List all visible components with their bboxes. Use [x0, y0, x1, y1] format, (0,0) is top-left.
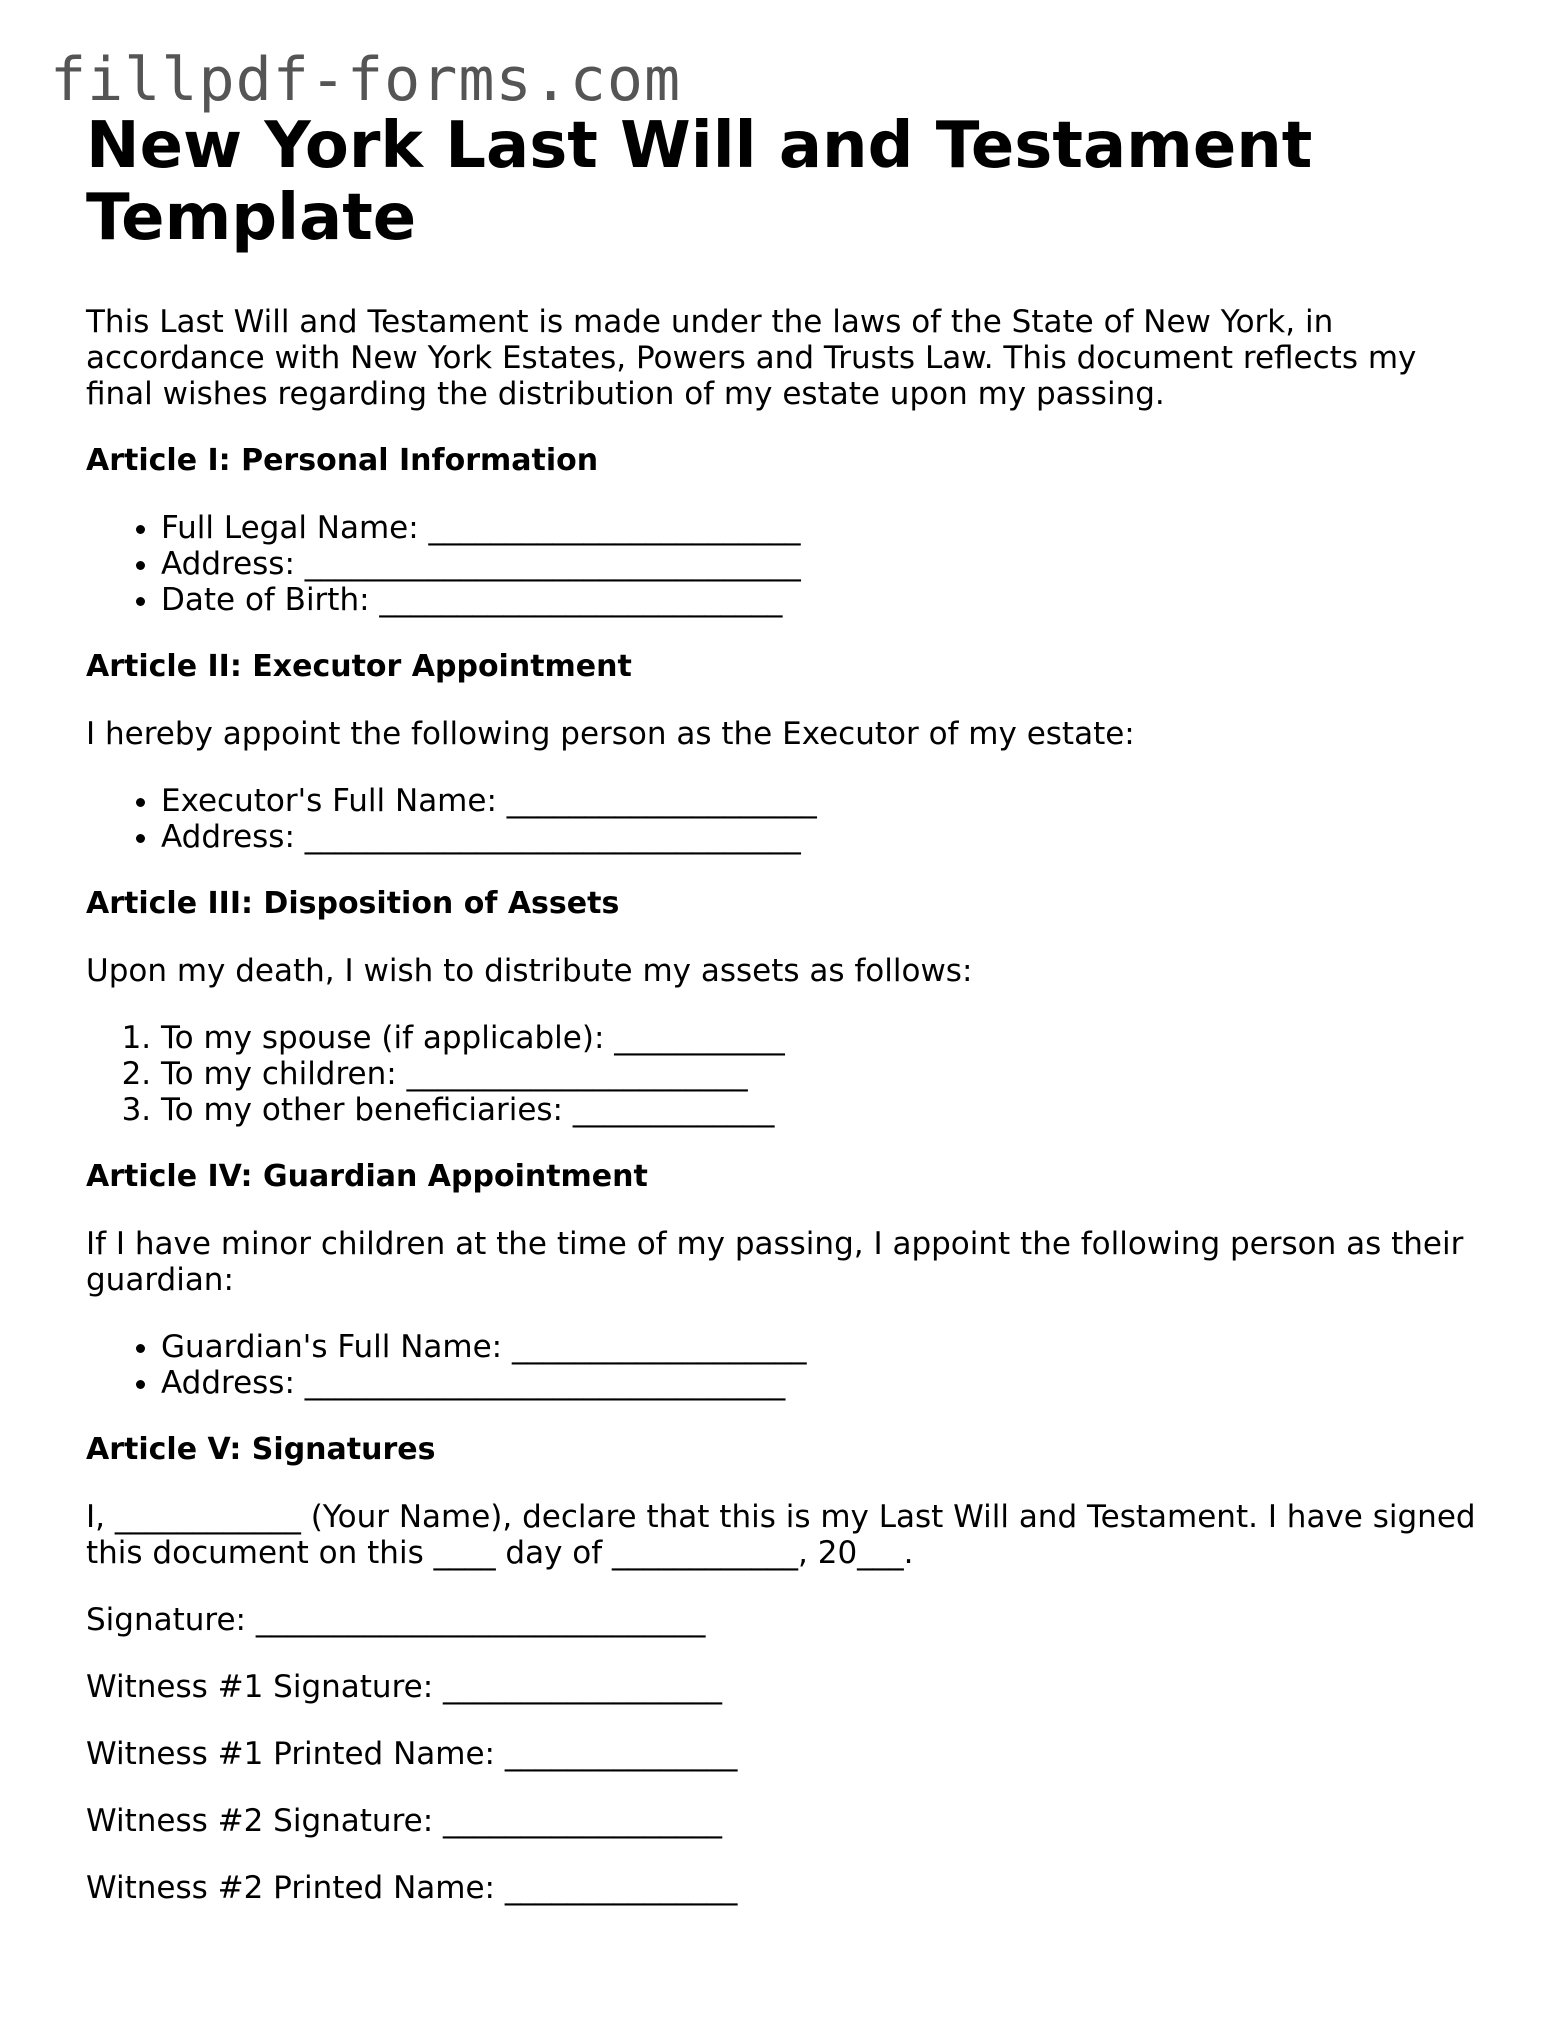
witness-2-name-line: Witness #2 Printed Name: _______________ — [86, 1870, 738, 1906]
assets-list — [86, 1020, 1486, 1128]
article-2-text: I hereby appoint the following person as the Executor of my estate: — [86, 716, 1135, 752]
article-1-heading: Article I: Personal Information — [86, 443, 599, 478]
list-item: • Full Legal Name: ________________________ — [161, 510, 1486, 546]
personal-info-list — [86, 510, 1486, 618]
article-3-heading: Article III: Disposition of Assets — [86, 886, 620, 921]
article-2-heading: Article II: Executor Appointment — [86, 649, 632, 684]
witness-1-signature-line: Witness #1 Signature: __________________ — [86, 1669, 723, 1705]
list-item: 2. To my children: ______________________ — [161, 1056, 1486, 1092]
document-page — [86, 110, 1486, 1906]
article-5-heading: Article V: Signatures — [86, 1432, 436, 1467]
list-item: 3. To my other beneficiaries: _____________ — [161, 1092, 1486, 1128]
page-title: New York Last Will and Testament Template — [86, 109, 1313, 255]
article-4-heading: Article IV: Guardian Appointment — [86, 1159, 648, 1194]
list-item: • Address: ________________________________ — [161, 546, 1486, 582]
signature-line: Signature: _____________________________ — [86, 1602, 706, 1638]
list-item: • Executor's Full Name: ____________________ — [161, 783, 1486, 819]
watermark: fillpdf-forms.com — [50, 45, 682, 115]
witness-2-signature-line: Witness #2 Signature: __________________ — [86, 1803, 723, 1839]
witness-1-name-line: Witness #1 Printed Name: _______________ — [86, 1736, 738, 1772]
list-item: • Address: ________________________________ — [161, 819, 1486, 855]
article-3-text: Upon my death, I wish to distribute my assets as follows: — [86, 953, 973, 989]
executor-list — [86, 783, 1486, 855]
article-4-text: If I have minor children at the time of my passing, I appoint the following person as their guardian: — [86, 1226, 1464, 1298]
list-item: • Guardian's Full Name: ___________________ — [161, 1329, 1486, 1365]
guardian-list — [86, 1329, 1486, 1401]
list-item: 1. To my spouse (if applicable): ___________ — [161, 1020, 1486, 1056]
intro-paragraph: This Last Will and Testament is made under the laws of the State of New York, in accordance with New York Estates, Powers and Trusts Law. This document reflects my final wishes regarding the distribution of my estate upon my passing. — [86, 304, 1417, 412]
list-item: • Date of Birth: __________________________ — [161, 582, 1486, 618]
list-item: • Address: _______________________________ — [161, 1365, 1486, 1401]
declaration-paragraph: I, ____________ (Your Name), declare that this is my Last Will and Testament. I have signed this document on this ____ day of ____________, 20___. — [86, 1499, 1476, 1571]
